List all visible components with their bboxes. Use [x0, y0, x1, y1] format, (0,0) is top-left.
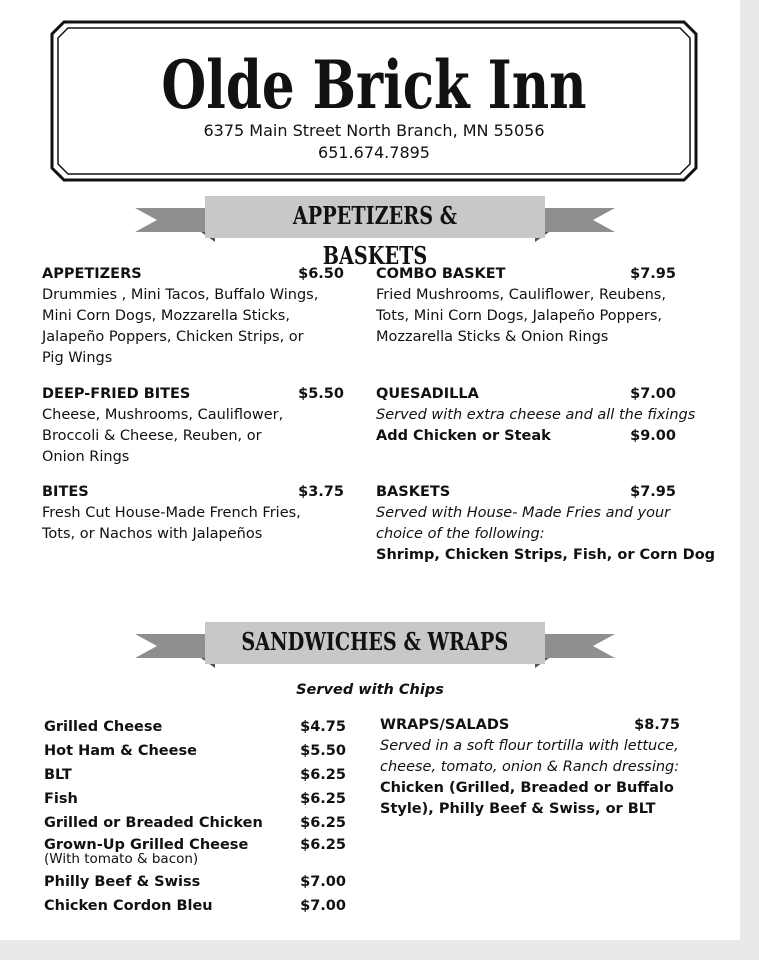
item-name: Chicken Cordon Bleu: [44, 898, 213, 914]
list-item: [44, 763, 346, 787]
restaurant-phone: 651.674.7895: [318, 143, 430, 162]
item-name: DEEP-FRIED BITES: [42, 386, 191, 402]
addon-price: $9.00: [630, 428, 676, 444]
item-description-line: Broccoli & Cheese, Reuben, or: [42, 428, 262, 444]
item-name: Philly Beef & Swiss: [44, 874, 201, 890]
viewer-bottom-gutter: [0, 940, 759, 960]
item-description-line: Mozzarella Sticks & Onion Rings: [376, 329, 609, 345]
item-name: COMBO BASKET: [376, 266, 506, 282]
item-description-line: Cheese, Mushrooms, Cauliflower,: [42, 407, 284, 423]
item-price: $6.25: [300, 767, 346, 783]
restaurant-name: Olde Brick Inn: [161, 46, 587, 124]
item-price: $4.75: [300, 719, 346, 735]
item-description-line: choice of the following:: [376, 526, 545, 542]
item-description-line: Mini Corn Dogs, Mozzarella Sticks,: [42, 308, 290, 324]
item-name: Grilled Cheese: [44, 719, 163, 735]
list-item: [44, 739, 346, 763]
item-price: $7.00: [300, 898, 346, 914]
menu-item-wraps-salads: [380, 715, 680, 820]
item-price: $3.75: [298, 484, 344, 500]
item-description-line: Served in a soft flour tortilla with lettuce,: [380, 738, 679, 754]
item-name: QUESADILLA: [376, 386, 479, 402]
sandwich-list: [44, 715, 346, 918]
wrap-choices-line: Chicken (Grilled, Breaded or Buffalo: [380, 780, 674, 796]
item-price: $6.25: [300, 837, 346, 853]
list-item: [44, 811, 346, 835]
item-description-line: Fresh Cut House-Made French Fries,: [42, 505, 301, 521]
item-price: $7.95: [630, 484, 676, 500]
item-name: APPETIZERS: [42, 266, 142, 282]
item-description-line: Served with House- Made Fries and your: [376, 505, 671, 521]
item-price: $7.00: [630, 386, 676, 402]
item-description-line: cheese, tomato, onion & Ranch dressing:: [380, 759, 680, 775]
menu-item-appetizers: [42, 264, 344, 369]
item-price: $5.50: [298, 386, 344, 402]
item-price: $7.00: [300, 874, 346, 890]
item-name: Hot Ham & Cheese: [44, 743, 197, 759]
item-name: Fish: [44, 791, 78, 807]
list-item: [44, 715, 346, 739]
basket-choices: Shrimp, Chicken Strips, Fish, or Corn Dog: [376, 547, 716, 563]
appetizers-banner: [135, 192, 615, 270]
menu-item-baskets: [376, 482, 716, 566]
served-with-chips-note: Served with Chips: [296, 682, 444, 698]
item-price: $8.75: [634, 717, 680, 733]
list-item: [44, 870, 346, 894]
item-price: $7.95: [630, 266, 676, 282]
menu-item-combo-basket: [376, 264, 676, 348]
item-price: $6.50: [298, 266, 344, 282]
wrap-choices-line: Style), Philly Beef & Swiss, or BLT: [380, 801, 656, 817]
item-description-line: Pig Wings: [42, 350, 113, 366]
header-frame: [50, 20, 698, 182]
item-price: $6.25: [300, 791, 346, 807]
menu-item-deep-fried-bites: [42, 384, 344, 468]
appetizers-section-title: APPETIZERS & BASKETS: [292, 201, 458, 270]
menu-item-bites: [42, 482, 344, 545]
item-name: BLT: [44, 767, 72, 783]
restaurant-address: 6375 Main Street North Branch, MN 55056: [203, 121, 545, 140]
item-name: BASKETS: [376, 484, 451, 500]
item-description-line: Tots, Mini Corn Dogs, Jalapeño Poppers,: [376, 308, 663, 324]
item-description-line: Tots, or Nachos with Jalapeños: [42, 526, 263, 542]
item-description-line: Fried Mushrooms, Cauliflower, Reubens,: [376, 287, 666, 303]
item-name: WRAPS/SALADS: [380, 717, 510, 733]
item-description-line: Drummies , Mini Tacos, Buffalo Wings,: [42, 287, 319, 303]
menu-item-quesadilla: [376, 384, 696, 447]
item-note: (With tomato & bacon): [44, 851, 199, 867]
item-price: $6.25: [300, 815, 346, 831]
item-name: Grilled or Breaded Chicken: [44, 815, 263, 831]
item-name: Grown-Up Grilled Cheese: [44, 837, 249, 853]
sandwiches-section-title: SANDWICHES & WRAPS: [241, 627, 509, 656]
item-description-line: Served with extra cheese and all the fixings: [376, 407, 696, 423]
item-description-line: Onion Rings: [42, 449, 130, 465]
list-item: [44, 835, 346, 870]
item-name: BITES: [42, 484, 89, 500]
list-item: [44, 787, 346, 811]
viewer-right-gutter: [740, 0, 759, 960]
addon-label: Add Chicken or Steak: [376, 428, 551, 444]
list-item: [44, 894, 346, 918]
sandwiches-banner: [135, 618, 615, 670]
item-price: $5.50: [300, 743, 346, 759]
item-description-line: Jalapeño Poppers, Chicken Strips, or: [42, 329, 304, 345]
